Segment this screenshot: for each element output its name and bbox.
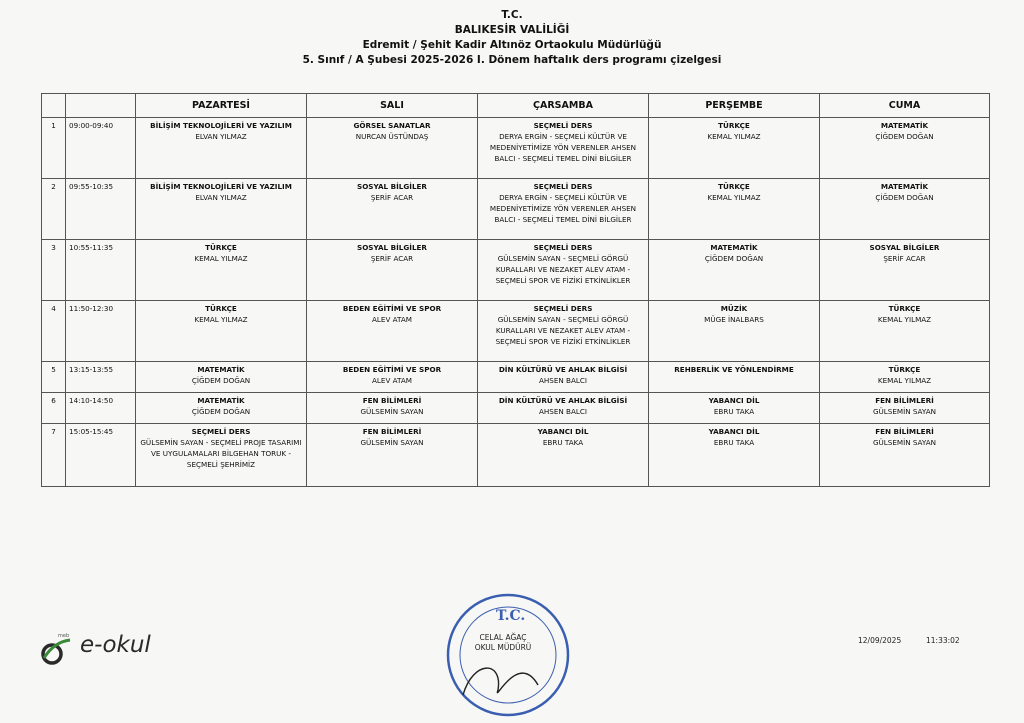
lesson-cell bbox=[307, 301, 478, 362]
subject-name: MATEMATİK bbox=[197, 396, 245, 405]
lesson-time: 11:50-12:30 bbox=[66, 301, 136, 362]
lesson-time: 14:10-14:50 bbox=[66, 393, 136, 424]
lesson-time: 15:05-15:45 bbox=[66, 424, 136, 487]
lesson-cell bbox=[136, 179, 307, 240]
lesson-time: 09:55-10:35 bbox=[66, 179, 136, 240]
lesson-number: 6 bbox=[42, 393, 66, 424]
lesson-cell bbox=[649, 424, 820, 487]
teacher-name: NURCAN ÜSTÜNDAŞ bbox=[355, 132, 429, 141]
subject-name: SOSYAL BİLGİLER bbox=[357, 182, 427, 191]
teacher-name: KEMAL YILMAZ bbox=[877, 376, 932, 385]
lesson-cell bbox=[307, 393, 478, 424]
subject-name: SEÇMELİ DERS bbox=[533, 182, 593, 191]
lesson-time: 09:00-09:40 bbox=[66, 118, 136, 179]
teacher-name: KEMAL YILMAZ bbox=[194, 315, 248, 324]
subject-name: MATEMATİK bbox=[880, 182, 929, 191]
lesson-cell bbox=[820, 118, 990, 179]
teacher-name: GÜLSEMİN SAYAN bbox=[360, 438, 424, 447]
teacher-name: ALEV ATAM bbox=[372, 376, 412, 385]
teacher-name: GÜLSEMİN SAYAN - SEÇMELİ GÖRGÜ KURALLARI VE NEZAKET ALEV ATAM - SEÇMELİ SPOR VE FİZİKİ ETKİNLİKLER bbox=[495, 315, 631, 346]
day-header: PAZARTESİ bbox=[136, 94, 307, 118]
lesson-time: 13:15-13:55 bbox=[66, 362, 136, 393]
header-num bbox=[42, 94, 66, 118]
teacher-name: DERYA ERGİN - SEÇMELİ KÜLTÜR VE MEDENİYETİMİZE YÖN VERENLER AHSEN BALCI - SEÇMELİ TEMEL DİNİ BİLGİLER bbox=[489, 193, 637, 224]
subject-name: SEÇMELİ DERS bbox=[191, 427, 251, 436]
teacher-name: AHSEN BALCI bbox=[538, 407, 588, 416]
header-line-school: Edremit / Şehit Kadir Altınöz Ortaokulu Müdürlüğü bbox=[362, 39, 662, 51]
subject-name: TÜRKÇE bbox=[205, 243, 237, 252]
lesson-cell bbox=[307, 362, 478, 393]
subject-name: TÜRKÇE bbox=[888, 304, 921, 313]
teacher-name: ÇİĞDEM DOĞAN bbox=[875, 132, 934, 141]
teacher-name: KEMAL YILMAZ bbox=[194, 254, 248, 263]
teacher-name: KEMAL YILMAZ bbox=[877, 315, 932, 324]
signature-icon bbox=[463, 668, 538, 695]
lesson-cell bbox=[136, 424, 307, 487]
subject-name: BEDEN EĞİTİMİ VE SPOR bbox=[342, 365, 442, 374]
stamp-letters: T.C. bbox=[496, 608, 526, 624]
teacher-name: ŞERİF ACAR bbox=[370, 254, 414, 263]
lesson-cell bbox=[307, 118, 478, 179]
lesson-cell bbox=[820, 362, 990, 393]
footer-date: 12/09/2025 bbox=[858, 636, 902, 645]
teacher-name: KEMAL YILMAZ bbox=[707, 132, 761, 141]
header-line-governorship: BALIKESİR VALİLİĞİ bbox=[454, 24, 570, 36]
lesson-cell bbox=[649, 301, 820, 362]
teacher-name: ÇİĞDEM DOĞAN bbox=[875, 193, 934, 202]
subject-name: YABANCI DİL bbox=[708, 427, 760, 436]
subject-name: FEN BİLİMLERİ bbox=[875, 427, 934, 436]
logo-text: e-okul bbox=[80, 632, 151, 658]
header-time bbox=[66, 94, 136, 118]
lesson-cell bbox=[820, 393, 990, 424]
day-header: ÇARSAMBA bbox=[478, 94, 649, 118]
day-header: SALI bbox=[307, 94, 478, 118]
subject-name: MATEMATİK bbox=[197, 365, 245, 374]
lesson-number: 1 bbox=[42, 118, 66, 179]
header-line-title: 5. Sınıf / A Şubesi 2025-2026 I. Dönem haftalık ders programı çizelgesi bbox=[302, 54, 722, 66]
lesson-cell bbox=[820, 424, 990, 487]
subject-name: BİLİŞİM TEKNOLOJİLERİ VE YAZILIM bbox=[150, 182, 292, 191]
lesson-cell bbox=[307, 424, 478, 487]
subject-name: MATEMATİK bbox=[880, 121, 929, 130]
subject-name: GÖRSEL SANATLAR bbox=[353, 121, 431, 130]
lesson-number: 5 bbox=[42, 362, 66, 393]
subject-name: BİLİŞİM TEKNOLOJİLERİ VE YAZILIM bbox=[150, 121, 292, 130]
teacher-name: ALEV ATAM bbox=[372, 315, 412, 324]
teacher-name: EBRU TAKA bbox=[713, 407, 755, 416]
lesson-cell bbox=[820, 301, 990, 362]
logo-leaf-icon bbox=[44, 640, 70, 658]
teacher-name: ELVAN YILMAZ bbox=[195, 193, 247, 202]
subject-name: DİN KÜLTÜRÜ VE AHLAK BİLGİSİ bbox=[498, 365, 628, 374]
lesson-cell bbox=[478, 393, 649, 424]
lesson-cell bbox=[136, 240, 307, 301]
teacher-name: EBRU TAKA bbox=[713, 438, 755, 447]
lesson-cell bbox=[136, 118, 307, 179]
teacher-name: ÇİĞDEM DOĞAN bbox=[191, 407, 251, 416]
schedule-table bbox=[41, 93, 990, 487]
lesson-cell bbox=[307, 240, 478, 301]
teacher-name: MÜGE İNALBARS bbox=[704, 315, 764, 324]
lesson-cell bbox=[136, 301, 307, 362]
subject-name: YABANCI DİL bbox=[708, 396, 760, 405]
lesson-cell bbox=[649, 362, 820, 393]
lesson-number: 7 bbox=[42, 424, 66, 487]
lesson-cell bbox=[478, 118, 649, 179]
schedule-row bbox=[42, 179, 990, 240]
subject-name: MÜZİK bbox=[720, 304, 748, 313]
principal-name: CELAL AĞAÇ bbox=[479, 633, 527, 642]
teacher-name: KEMAL YILMAZ bbox=[707, 193, 761, 202]
teacher-name: ÇİĞDEM DOĞAN bbox=[704, 254, 764, 263]
footer-time: 11:33:02 bbox=[926, 636, 960, 645]
lesson-cell bbox=[478, 240, 649, 301]
lesson-cell bbox=[478, 424, 649, 487]
lesson-cell bbox=[820, 179, 990, 240]
day-header: PERŞEMBE bbox=[649, 94, 820, 118]
schedule-row bbox=[42, 301, 990, 362]
lesson-cell bbox=[136, 393, 307, 424]
schedule-row bbox=[42, 424, 990, 487]
teacher-name: GÜLSEMİN SAYAN bbox=[872, 438, 937, 447]
lesson-time: 10:55-11:35 bbox=[66, 240, 136, 301]
subject-name: TÜRKÇE bbox=[718, 121, 750, 130]
teacher-name: ŞERİF ACAR bbox=[883, 254, 926, 263]
subject-name: FEN BİLİMLERİ bbox=[875, 396, 934, 405]
lesson-cell bbox=[649, 240, 820, 301]
lesson-cell bbox=[136, 362, 307, 393]
logo-meb-text: meb bbox=[58, 633, 70, 639]
subject-name: SEÇMELİ DERS bbox=[533, 121, 593, 130]
school-stamp-icon bbox=[443, 590, 573, 720]
principal-title: OKUL MÜDÜRÜ bbox=[474, 643, 532, 652]
teacher-name: ŞERİF ACAR bbox=[370, 193, 414, 202]
lesson-cell bbox=[649, 179, 820, 240]
teacher-name: ELVAN YILMAZ bbox=[195, 132, 247, 141]
teacher-name: GÜLSEMİN SAYAN - SEÇMELİ PROJE TASARIMI VE UYGULAMALARI BİLGEHAN TORUK - SEÇMELİ ŞEHRİMİZ bbox=[140, 438, 302, 469]
subject-name: SOSYAL BİLGİLER bbox=[357, 243, 427, 252]
day-header: CUMA bbox=[820, 94, 990, 118]
subject-name: SEÇMELİ DERS bbox=[533, 304, 593, 313]
subject-name: TÜRKÇE bbox=[888, 365, 921, 374]
lesson-number: 2 bbox=[42, 179, 66, 240]
schedule-row bbox=[42, 362, 990, 393]
subject-name: YABANCI DİL bbox=[537, 427, 589, 436]
lesson-cell bbox=[649, 393, 820, 424]
teacher-name: AHSEN BALCI bbox=[538, 376, 588, 385]
subject-name: FEN BİLİMLERİ bbox=[362, 427, 422, 436]
schedule-row bbox=[42, 118, 990, 179]
subject-name: FEN BİLİMLERİ bbox=[362, 396, 422, 405]
lesson-number: 4 bbox=[42, 301, 66, 362]
lesson-cell bbox=[478, 362, 649, 393]
teacher-name: GÜLSEMİN SAYAN bbox=[360, 407, 424, 416]
header-row bbox=[42, 94, 990, 118]
teacher-name: DERYA ERGİN - SEÇMELİ KÜLTÜR VE MEDENİYETİMİZE YÖN VERENLER AHSEN BALCI - SEÇMELİ TEMEL DİNİ BİLGİLER bbox=[489, 132, 637, 163]
subject-name: TÜRKÇE bbox=[205, 304, 237, 313]
lesson-cell bbox=[478, 179, 649, 240]
schedule-row bbox=[42, 393, 990, 424]
schedule-row bbox=[42, 240, 990, 301]
teacher-name: GÜLSEMİN SAYAN bbox=[872, 407, 937, 416]
subject-name: DİN KÜLTÜRÜ VE AHLAK BİLGİSİ bbox=[498, 396, 628, 405]
subject-name: SOSYAL BİLGİLER bbox=[869, 243, 940, 252]
subject-name: SEÇMELİ DERS bbox=[533, 243, 593, 252]
teacher-name: EBRU TAKA bbox=[542, 438, 584, 447]
lesson-cell bbox=[820, 240, 990, 301]
lesson-number: 3 bbox=[42, 240, 66, 301]
header-line-tc: T.C. bbox=[501, 9, 523, 21]
lesson-cell bbox=[478, 301, 649, 362]
subject-name: BEDEN EĞİTİMİ VE SPOR bbox=[342, 304, 442, 313]
subject-name: REHBERLİK VE YÖNLENDİRME bbox=[674, 365, 794, 374]
lesson-cell bbox=[307, 179, 478, 240]
subject-name: MATEMATİK bbox=[710, 243, 758, 252]
lesson-cell bbox=[649, 118, 820, 179]
subject-name: TÜRKÇE bbox=[718, 182, 750, 191]
teacher-name: GÜLSEMİN SAYAN - SEÇMELİ GÖRGÜ KURALLARI VE NEZAKET ALEV ATAM - SEÇMELİ SPOR VE FİZİKİ ETKİNLİKLER bbox=[495, 254, 631, 285]
teacher-name: ÇİĞDEM DOĞAN bbox=[191, 376, 251, 385]
